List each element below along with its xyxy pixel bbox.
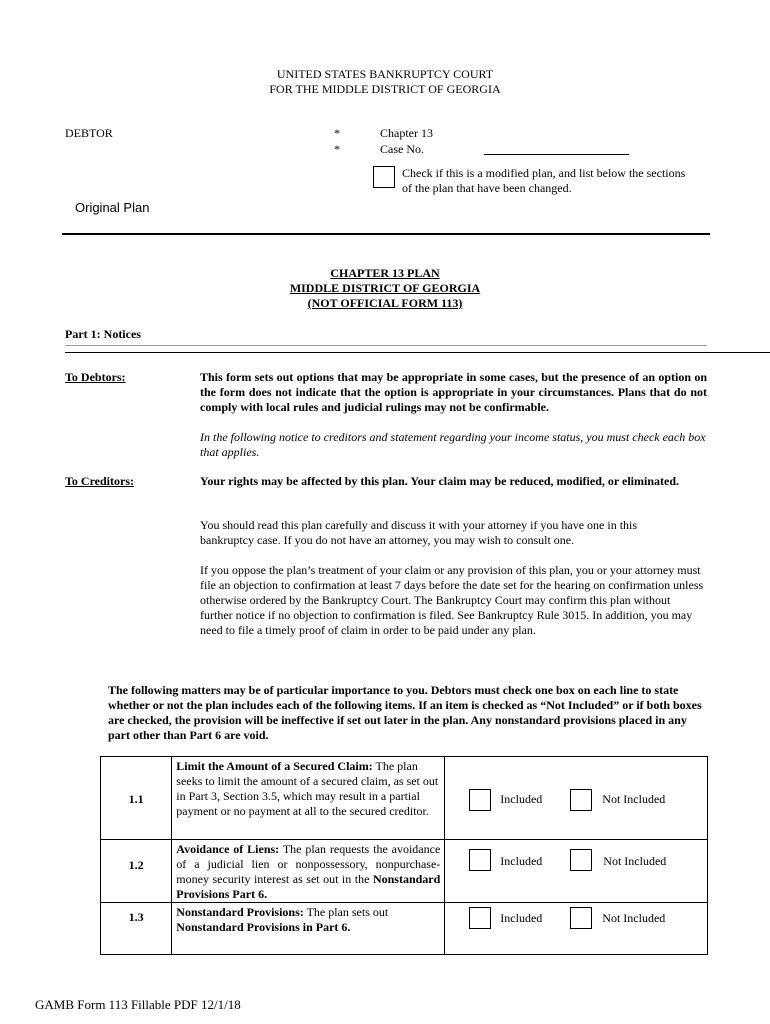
plan-title (0, 266, 770, 311)
item-desc (172, 757, 444, 819)
included-checkbox[interactable] (469, 849, 491, 871)
item-title: Avoidance of Liens: (176, 842, 280, 856)
to-creditors-p2: If you oppose the plan’s treatment of your claim or any provision of this plan, you or your attorney must file an objection to confirmation at least 7 days before the date set for the hearing on confirmation unless otherwise ordered by the Bankruptcy Court. The Bankruptcy Court may confirm this plan without further notice if no objection to confirmation is filed. See Bankruptcy Rule 3015. In addition, you may need to file a timely proof of claim in order to be paid under any plan. (200, 563, 704, 637)
included-label: Included (500, 854, 543, 868)
to-creditors-bold: Your rights may be affected by this plan. Your claim may be reduced, modified, or eliminated. (200, 474, 679, 488)
caption-asterisk: * (334, 142, 340, 156)
not-included-checkbox[interactable] (570, 849, 592, 871)
to-debtors-label: To Debtors: (65, 370, 126, 384)
table-row (101, 757, 708, 840)
plan-title-line: CHAPTER 13 PLAN (330, 266, 440, 280)
included-checkbox[interactable] (469, 907, 491, 929)
matters-text: The following matters may be of particular importance to you. Debtors must check one box on each line to state whether or not the plan includes each of the following items. If an item is checked as “Not Included” or if both boxes are checked, the provision will be ineffective if set out later in the plan. Any nonstandard provisions placed in any part other than Part 6 are void. (108, 683, 702, 742)
modified-plan-checkbox[interactable] (373, 166, 395, 188)
debtor-label: DEBTOR (65, 126, 113, 140)
item-number-cell (101, 840, 172, 903)
not-included-label: Not Included (602, 911, 666, 925)
item-title: Nonstandard Provisions: (176, 905, 304, 919)
part1-heading: Part 1: Notices (65, 327, 141, 341)
modified-plan-line: Check if this is a modified plan, and list below the sections (402, 166, 686, 180)
court-name: UNITED STATES BANKRUPTCY COURT (276, 67, 494, 81)
item-desc-text: The plan sets out (303, 905, 389, 919)
item-desc-cell (172, 840, 445, 903)
item-desc-bold: Nonstandard Provisions Part 6. (176, 872, 441, 901)
item-desc-text: The plan seeks to limit the amount of a secured claim, as set out in Part 3, Section 3.5, which may result in a partial payment or no payment at all to the secured creditor. (176, 759, 439, 818)
item-options-cell (445, 757, 708, 840)
part1-divider-thin (65, 345, 707, 346)
item-desc (172, 903, 444, 935)
item-number: 1.2 (128, 858, 144, 872)
plan-title-line: (NOT OFFICIAL FORM 113) (307, 296, 463, 310)
item-number: 1.1 (128, 792, 144, 806)
case-no-field[interactable] (484, 154, 629, 155)
plan-type-field[interactable]: Original Plan (75, 200, 150, 215)
included-label: Included (500, 792, 543, 806)
chapter-label: Chapter 13 (380, 126, 433, 140)
court-header (0, 67, 770, 97)
item-options-cell (445, 903, 708, 955)
table-row (101, 840, 708, 903)
table-row (101, 903, 708, 955)
not-included-label: Not Included (602, 792, 666, 806)
case-no-label: Case No. (380, 142, 424, 156)
not-included-checkbox[interactable] (570, 907, 592, 929)
items-table (100, 756, 708, 955)
item-number-cell (101, 903, 172, 955)
court-district: FOR THE MIDDLE DISTRICT OF GEORGIA (269, 82, 501, 96)
modified-plan-line: of the plan that have been changed. (402, 181, 572, 195)
plan-title-line: MIDDLE DISTRICT OF GEORGIA (289, 281, 481, 295)
item-number-cell (101, 757, 172, 840)
included-checkbox[interactable] (469, 789, 491, 811)
item-desc-bold: Nonstandard Provisions in Part 6. (176, 920, 351, 934)
to-debtors-italic: In the following notice to creditors and statement regarding your income status, you must check each box that applies. (200, 430, 706, 459)
item-desc-text: The plan requests the avoidance of a judicial lien or nonpossessory, nonpurchase-money security interest as set out in the (176, 842, 441, 886)
modified-plan-text (402, 166, 722, 196)
item-title: Limit the Amount of a Secured Claim: (176, 759, 373, 773)
included-label: Included (500, 911, 543, 925)
to-creditors-p1: You should read this plan carefully and discuss it with your attorney if you have one in this bankruptcy case. If you do not have an attorney, you may wish to consult one. (200, 518, 638, 547)
part1-divider (65, 352, 770, 353)
item-desc (172, 840, 444, 902)
item-options-cell (445, 840, 708, 903)
item-desc-cell (172, 903, 445, 955)
to-creditors-label: To Creditors: (65, 474, 134, 488)
item-number: 1.3 (128, 910, 144, 924)
item-desc-cell (172, 757, 445, 840)
form-footer: GAMB Form 113 Fillable PDF 12/1/18 (35, 997, 241, 1012)
to-debtors-text: This form sets out options that may be appropriate in some cases, but the presence of an option on the form does not indicate that the option is appropriate in your circumstances. Plans that do not comply with local rules and judicial rulings may not be confirmable. (200, 370, 707, 414)
caption-asterisk: * (334, 126, 340, 140)
not-included-checkbox[interactable] (570, 789, 592, 811)
not-included-label: Not Included (603, 854, 667, 868)
caption-divider (62, 233, 710, 235)
